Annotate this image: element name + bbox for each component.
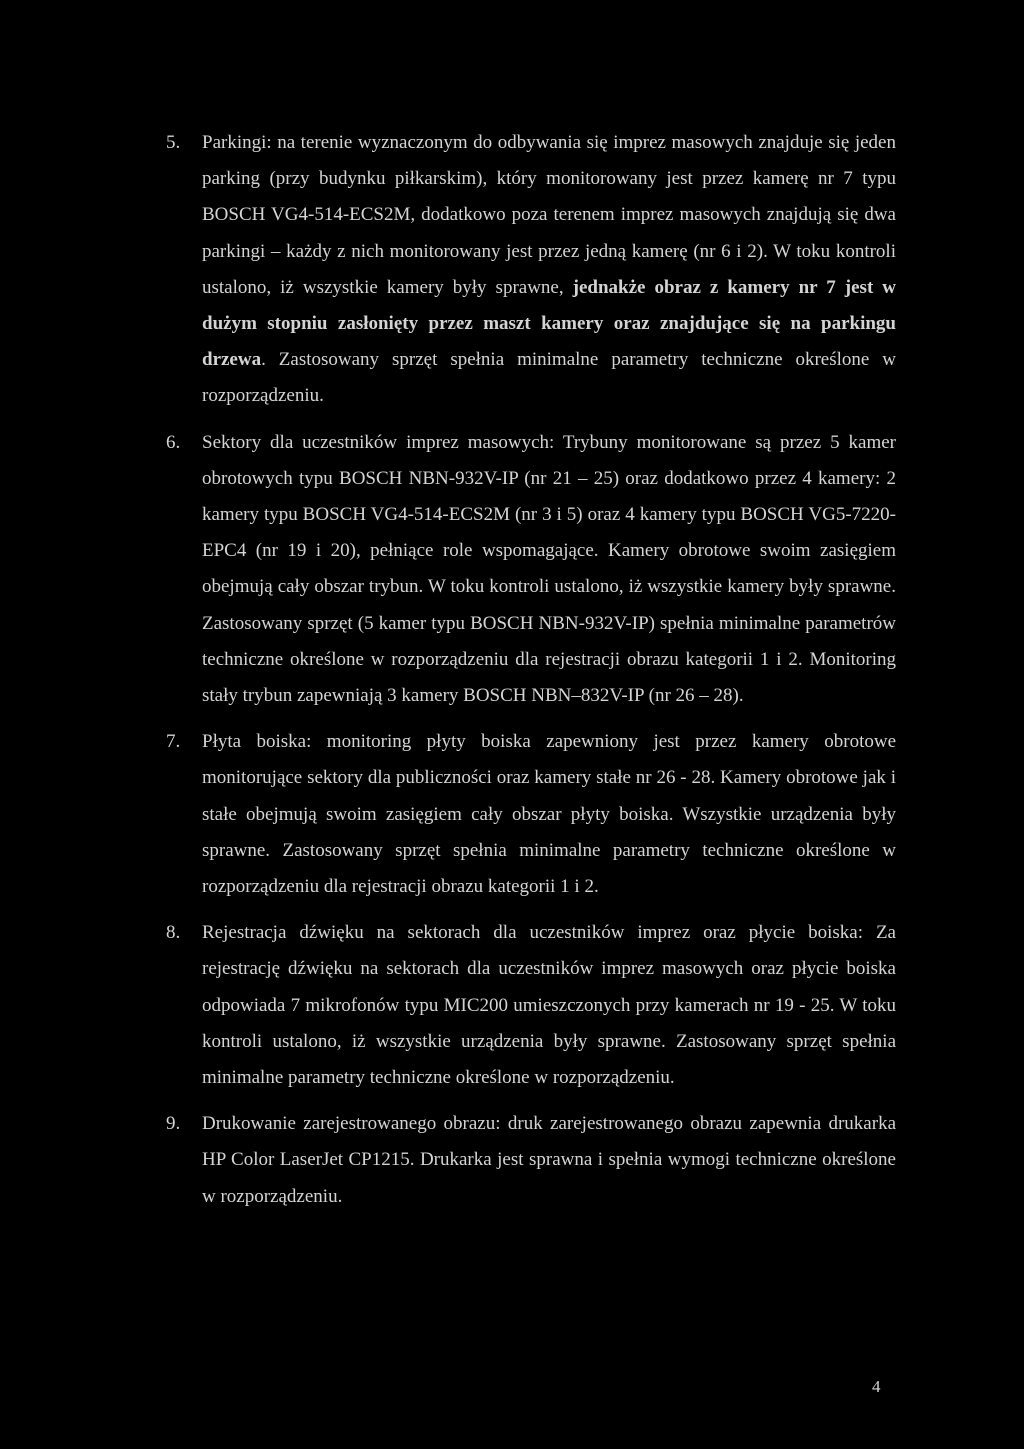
item-number: 7. [166, 731, 181, 753]
item-text: Płyta boiska: monitoring płyty boiska zapewniony jest przez kamery obrotowe monitorujące sektory dla publiczności oraz kamery stałe nr 26 - 28. Kamery obrotowe jak i stałe obejmują swoim zasięgiem cały obszar płyty boiska. Wszystkie urządzenia były sprawne. Zastosowany sprzęt spełnia minimalne parametry techniczne określone w rozporządzeniu dla rejestracji obrazu kategorii 1 i 2. [202, 731, 896, 898]
item-text-end: . Zastosowany sprzęt spełnia minimalne parametry techniczne określone w rozporządzeniu. [202, 349, 896, 407]
list-item-pitch [166, 724, 896, 905]
item-number: 8. [166, 922, 181, 944]
list-item-printing [166, 1106, 896, 1215]
item-text: Rejestracja dźwięku na sektorach dla uczestników imprez oraz płycie boiska: Za rejestrację dźwięku na sektorach dla uczestników imprez masowych oraz płycie boiska odpowiada 7 mikrofonów typu MIC200 umieszczonych przy kamerach nr 19 - 25. W toku kontroli ustalono, iż wszystkie urządzenia były sprawne. Zastosowany sprzęt spełnia minimalne parametry techniczne określone w rozporządzeniu. [202, 922, 896, 1089]
item-text-start: Parkingi: na terenie wyznaczonym do odbywania się imprez masowych znajduje się jeden parking (przy budynku piłkarskim), który monitorowany jest przez kamerę nr 7 typu BOSCH VG4-514-ECS2M, dodatkowo poza terenem imprez masowych znajdują się dwa parkingi – każdy z nich monitorowany jest przez jedną kamerę (nr 6 i 2). W toku kontroli ustalono, iż wszystkie kamery były sprawne, [202, 132, 896, 298]
item-text: Sektory dla uczestników imprez masowych: Trybuny monitorowane są przez 5 kamer obrotowych typu BOSCH NBN-932V-IP (nr 21 – 25) oraz dodatkowo przez 4 kamery: 2 kamery typu BOSCH VG4-514-ECS2M (nr 3 i 5) oraz 4 kamery typu BOSCH VG5-7220-EPC4 (nr 19 i 20), pełniące role wspomagające. Kamery obrotowe swoim zasięgiem obejmują cały obszar trybun. W toku kontroli ustalono, iż wszystkie kamery były sprawne. Zastosowany sprzęt (5 kamer typu BOSCH NBN-932V-IP) spełnia minimalne parametrów techniczne określone w rozporządzeniu dla rejestracji obrazu kategorii 1 i 2. Monitoring stały trybun zapewniają 3 kamery BOSCH NBN–832V-IP (nr 26 – 28). [202, 431, 896, 707]
item-number: 6. [166, 431, 181, 453]
item-text: Drukowanie zarejestrowanego obrazu: druk zarejestrowanego obrazu zapewnia drukarka HP Color LaserJet CP1215. Drukarka jest sprawna i spełnia wymogi techniczne określone w rozporządzeniu. [202, 1113, 896, 1207]
item-number: 5. [166, 132, 181, 153]
document-body [166, 125, 896, 1225]
list-item-parking [166, 125, 896, 415]
page-number: 4 [872, 1377, 881, 1396]
item-text-emphasis: jednakże obraz z kamery nr 7 jest w dużym stopniu zasłonięty przez maszt kamery oraz znajdujące się na parkingu drzewa [202, 276, 896, 371]
list-item-sound-recording [166, 915, 896, 1096]
list-item-sectors [166, 425, 896, 715]
item-number: 9. [166, 1113, 181, 1135]
